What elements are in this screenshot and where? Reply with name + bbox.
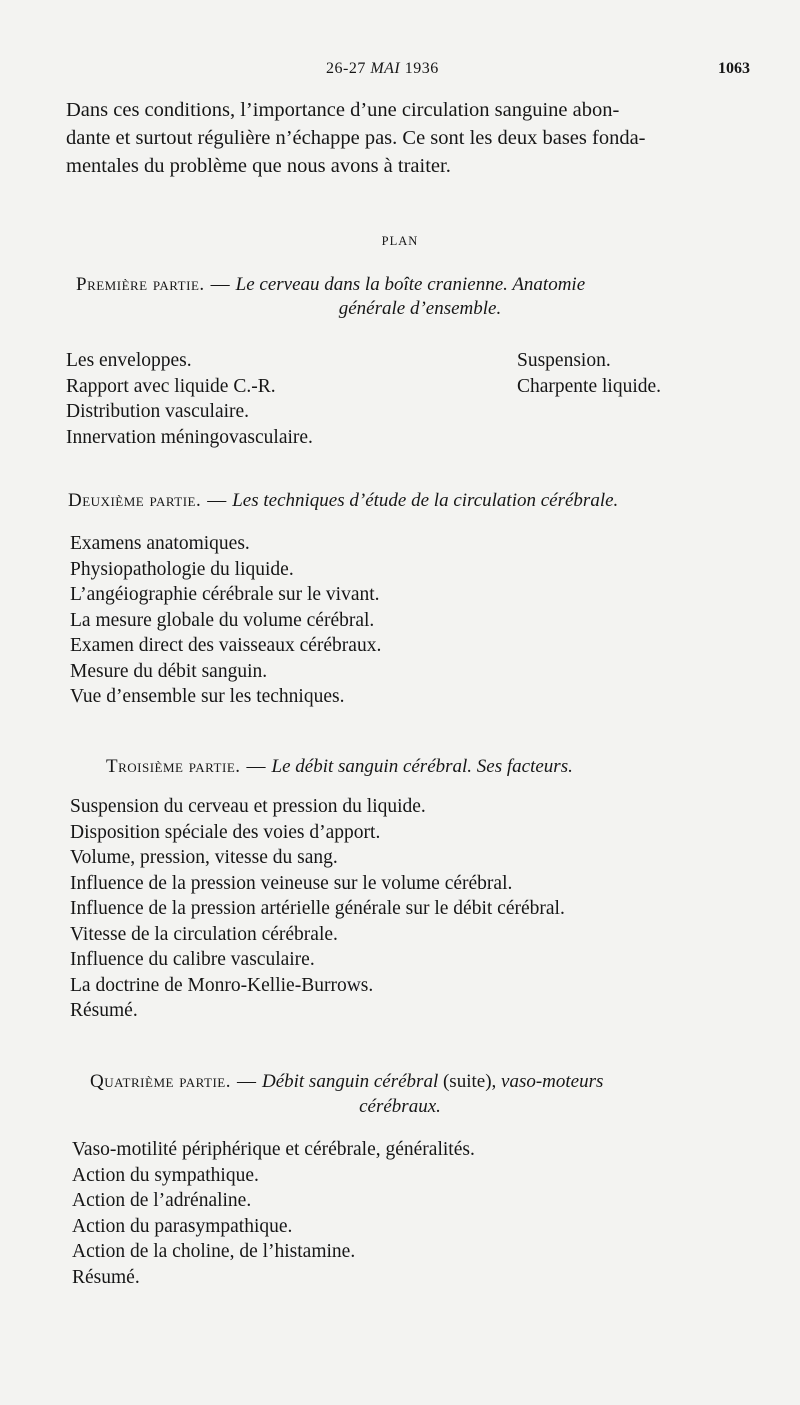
list-item: La mesure globale du volume cérébral. xyxy=(70,609,375,631)
intro-line: dante et surtout régulière n’échappe pas. Ce sont les deux bases fonda- xyxy=(66,127,646,149)
list-item: Influence de la pression artérielle générale sur le débit cérébral. xyxy=(70,898,565,919)
part4-dash: — xyxy=(236,1071,256,1092)
part4-list xyxy=(72,1137,475,1290)
part1-dash: — xyxy=(210,274,230,295)
part1-title-cont: générale d’ensemble. xyxy=(338,298,502,319)
part1-heading xyxy=(76,271,585,298)
list-item: Action de la choline, de l’histamine. xyxy=(72,1241,356,1262)
list-item: Action du parasympathique. xyxy=(72,1215,293,1237)
list-item: Résumé. xyxy=(70,1000,138,1021)
page-number: 1063 xyxy=(718,60,750,77)
part2-heading xyxy=(68,487,618,514)
list-item: L’angéiographie cérébrale sur le vivant. xyxy=(70,584,380,605)
list-item: Vitesse de la circulation cérébrale. xyxy=(70,923,338,945)
list-item: Vue d’ensemble sur les techniques. xyxy=(70,686,345,707)
part2-title: Les techniques d’étude de la circulation cérébrale. xyxy=(232,490,619,511)
list-item: Résumé. xyxy=(72,1266,140,1288)
list-item: Innervation méningovasculaire. xyxy=(66,426,313,448)
list-item: La doctrine de Monro-Kellie-Burrows. xyxy=(70,974,374,996)
part4-title: Débit sanguin cérébral xyxy=(261,1071,439,1092)
part4-title-end: vaso-moteurs xyxy=(501,1071,604,1092)
list-item: Action de l’adrénaline. xyxy=(72,1190,252,1211)
plan-heading: PLAN xyxy=(381,234,419,248)
list-item: Examens anatomiques. xyxy=(70,533,250,554)
list-item: Influence de la pression veineuse sur le volume cérébral. xyxy=(70,872,513,894)
list-item: Volume, pression, vitesse du sang. xyxy=(70,847,338,868)
list-item: Rapport avec liquide C.-R. xyxy=(66,375,276,397)
list-item: Influence du calibre vasculaire. xyxy=(70,949,315,970)
part3-list xyxy=(70,794,565,1024)
list-item: Mesure du débit sanguin. xyxy=(70,660,268,682)
part3-dash: — xyxy=(246,756,266,777)
intro-line: Dans ces conditions, l’importance d’une circulation sanguine abon- xyxy=(66,99,620,121)
part3-label: Troisième partie. xyxy=(106,756,241,777)
part1-title: Le cerveau dans la boîte cranienne. Anatomie xyxy=(235,274,586,295)
list-item: Physiopathologie du liquide. xyxy=(70,558,294,580)
part4-title-note: (suite), xyxy=(442,1071,497,1092)
list-item: Examen direct des vaisseaux cérébraux. xyxy=(70,635,382,656)
list-item: Les enveloppes. xyxy=(66,350,192,371)
part3-title: Le débit sanguin cérébral. Ses facteurs. xyxy=(271,756,573,777)
part3-heading xyxy=(106,753,573,780)
part2-list xyxy=(70,531,381,710)
part4-heading xyxy=(90,1068,603,1095)
list-item: Distribution vasculaire. xyxy=(66,401,250,422)
part1-left-list xyxy=(66,348,313,450)
list-item: Suspension. xyxy=(517,350,611,371)
list-item: Charpente liquide. xyxy=(517,375,662,397)
part4-title-cont: cérébraux. xyxy=(359,1096,441,1117)
intro-line: mentales du problème que nous avons à traiter. xyxy=(66,155,451,177)
part1-label: Première partie. xyxy=(76,274,205,295)
part1-right-list xyxy=(517,348,661,399)
list-item: Suspension du cerveau et pression du liquide. xyxy=(70,796,426,817)
part2-dash: — xyxy=(207,490,227,511)
list-item: Vaso-motilité périphérique et cérébrale, généralités. xyxy=(72,1139,475,1160)
list-item: Disposition spéciale des voies d’apport. xyxy=(70,821,381,843)
running-header xyxy=(0,60,800,86)
part2-label: Deuxième partie. xyxy=(68,490,202,511)
list-item: Action du sympathique. xyxy=(72,1164,259,1186)
intro-paragraph xyxy=(66,96,756,180)
part4-label: Quatrième partie. xyxy=(90,1071,231,1092)
header-date: 26-27 MAI 1936 xyxy=(326,60,439,77)
